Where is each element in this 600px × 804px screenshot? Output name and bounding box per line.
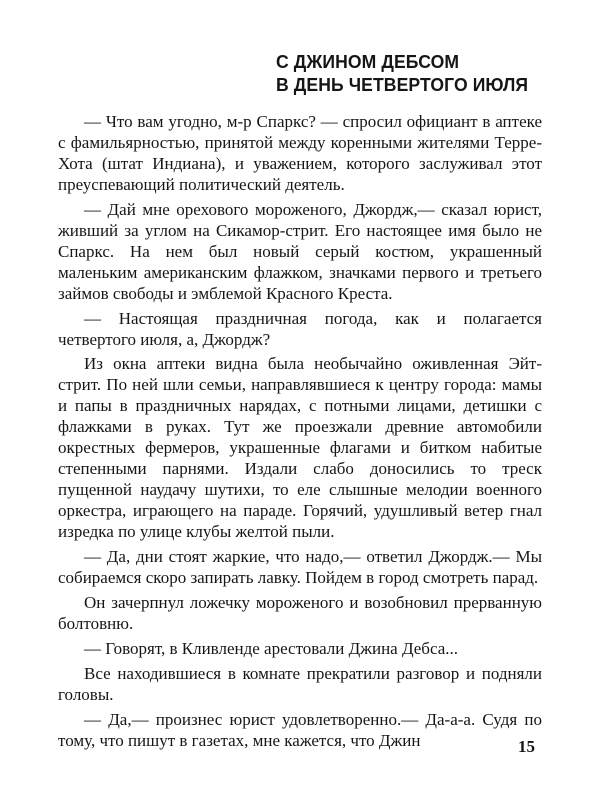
paragraph: Он зачерпнул ложечку мороженого и возобновил прерванную болтовню. bbox=[58, 592, 542, 633]
paragraph: — Настоящая праздничная погода, как и полагается четвертого июля, а, Джордж? bbox=[58, 308, 542, 349]
paragraph: — Говорят, в Кливленде арестовали Джина Дебса... bbox=[84, 638, 459, 658]
paragraph: — Дай мне орехового мороженого, Джордж,— сказал юрист, живший за углом на Сикамор-стрит. Его настоящее имя было не Спаркс. На нем был новый серый костюм, украшенный маленьким американским флажком, значками первого и третьего займов свободы и эмблемой Красного Креста. bbox=[58, 199, 542, 303]
chapter-title-line-1: С ДЖИНОМ ДЕБСОМ bbox=[276, 51, 460, 72]
chapter-title-line-2: В ДЕНЬ ЧЕТВЕРТОГО ИЮЛЯ bbox=[276, 74, 529, 95]
page-number: 15 bbox=[518, 737, 535, 756]
paragraph: Все находившиеся в комнате прекратили разговор и подняли головы. bbox=[58, 663, 542, 704]
chapter-title bbox=[276, 50, 561, 96]
paragraph: — Что вам угодно, м-р Спаркс? — спросил официант в аптеке с фамильярностью, принятой между коренными жителями Терре-Хота (штат Индиана), и уважением, которого заслуживал этот преуспевающий политический деятель. bbox=[58, 112, 542, 194]
paragraph: Из окна аптеки видна была необычайно оживленная Эйт-стрит. По ней шли семьи, направлявшиеся к центру города: мамы и папы в праздничных нарядах, с потными лицами, детишки с флажками в руках. Тут же проезжали древние автомобили окрестных фермеров, украшенные флагами и битком набитые степенными парнями. Издали слабо доносились то треск пущенной наудачу шутихи, то еле слышные мелодии военного оркестра, играющего на параде. Горячий, удушливый ветер гнал изредка по улице клубы желтой пыли. bbox=[58, 354, 542, 542]
paragraph: — Да,— произнес юрист удовлетворенно.— Да-а-а. Судя по тому, что пишут в газетах, мне кажется, что Джин bbox=[58, 709, 542, 750]
paragraph: — Да, дни стоят жаркие, что надо,— ответил Джордж.— Мы собираемся скоро запирать лавку. Пойдем в город смотреть парад. bbox=[58, 547, 542, 588]
body-text bbox=[58, 112, 542, 752]
